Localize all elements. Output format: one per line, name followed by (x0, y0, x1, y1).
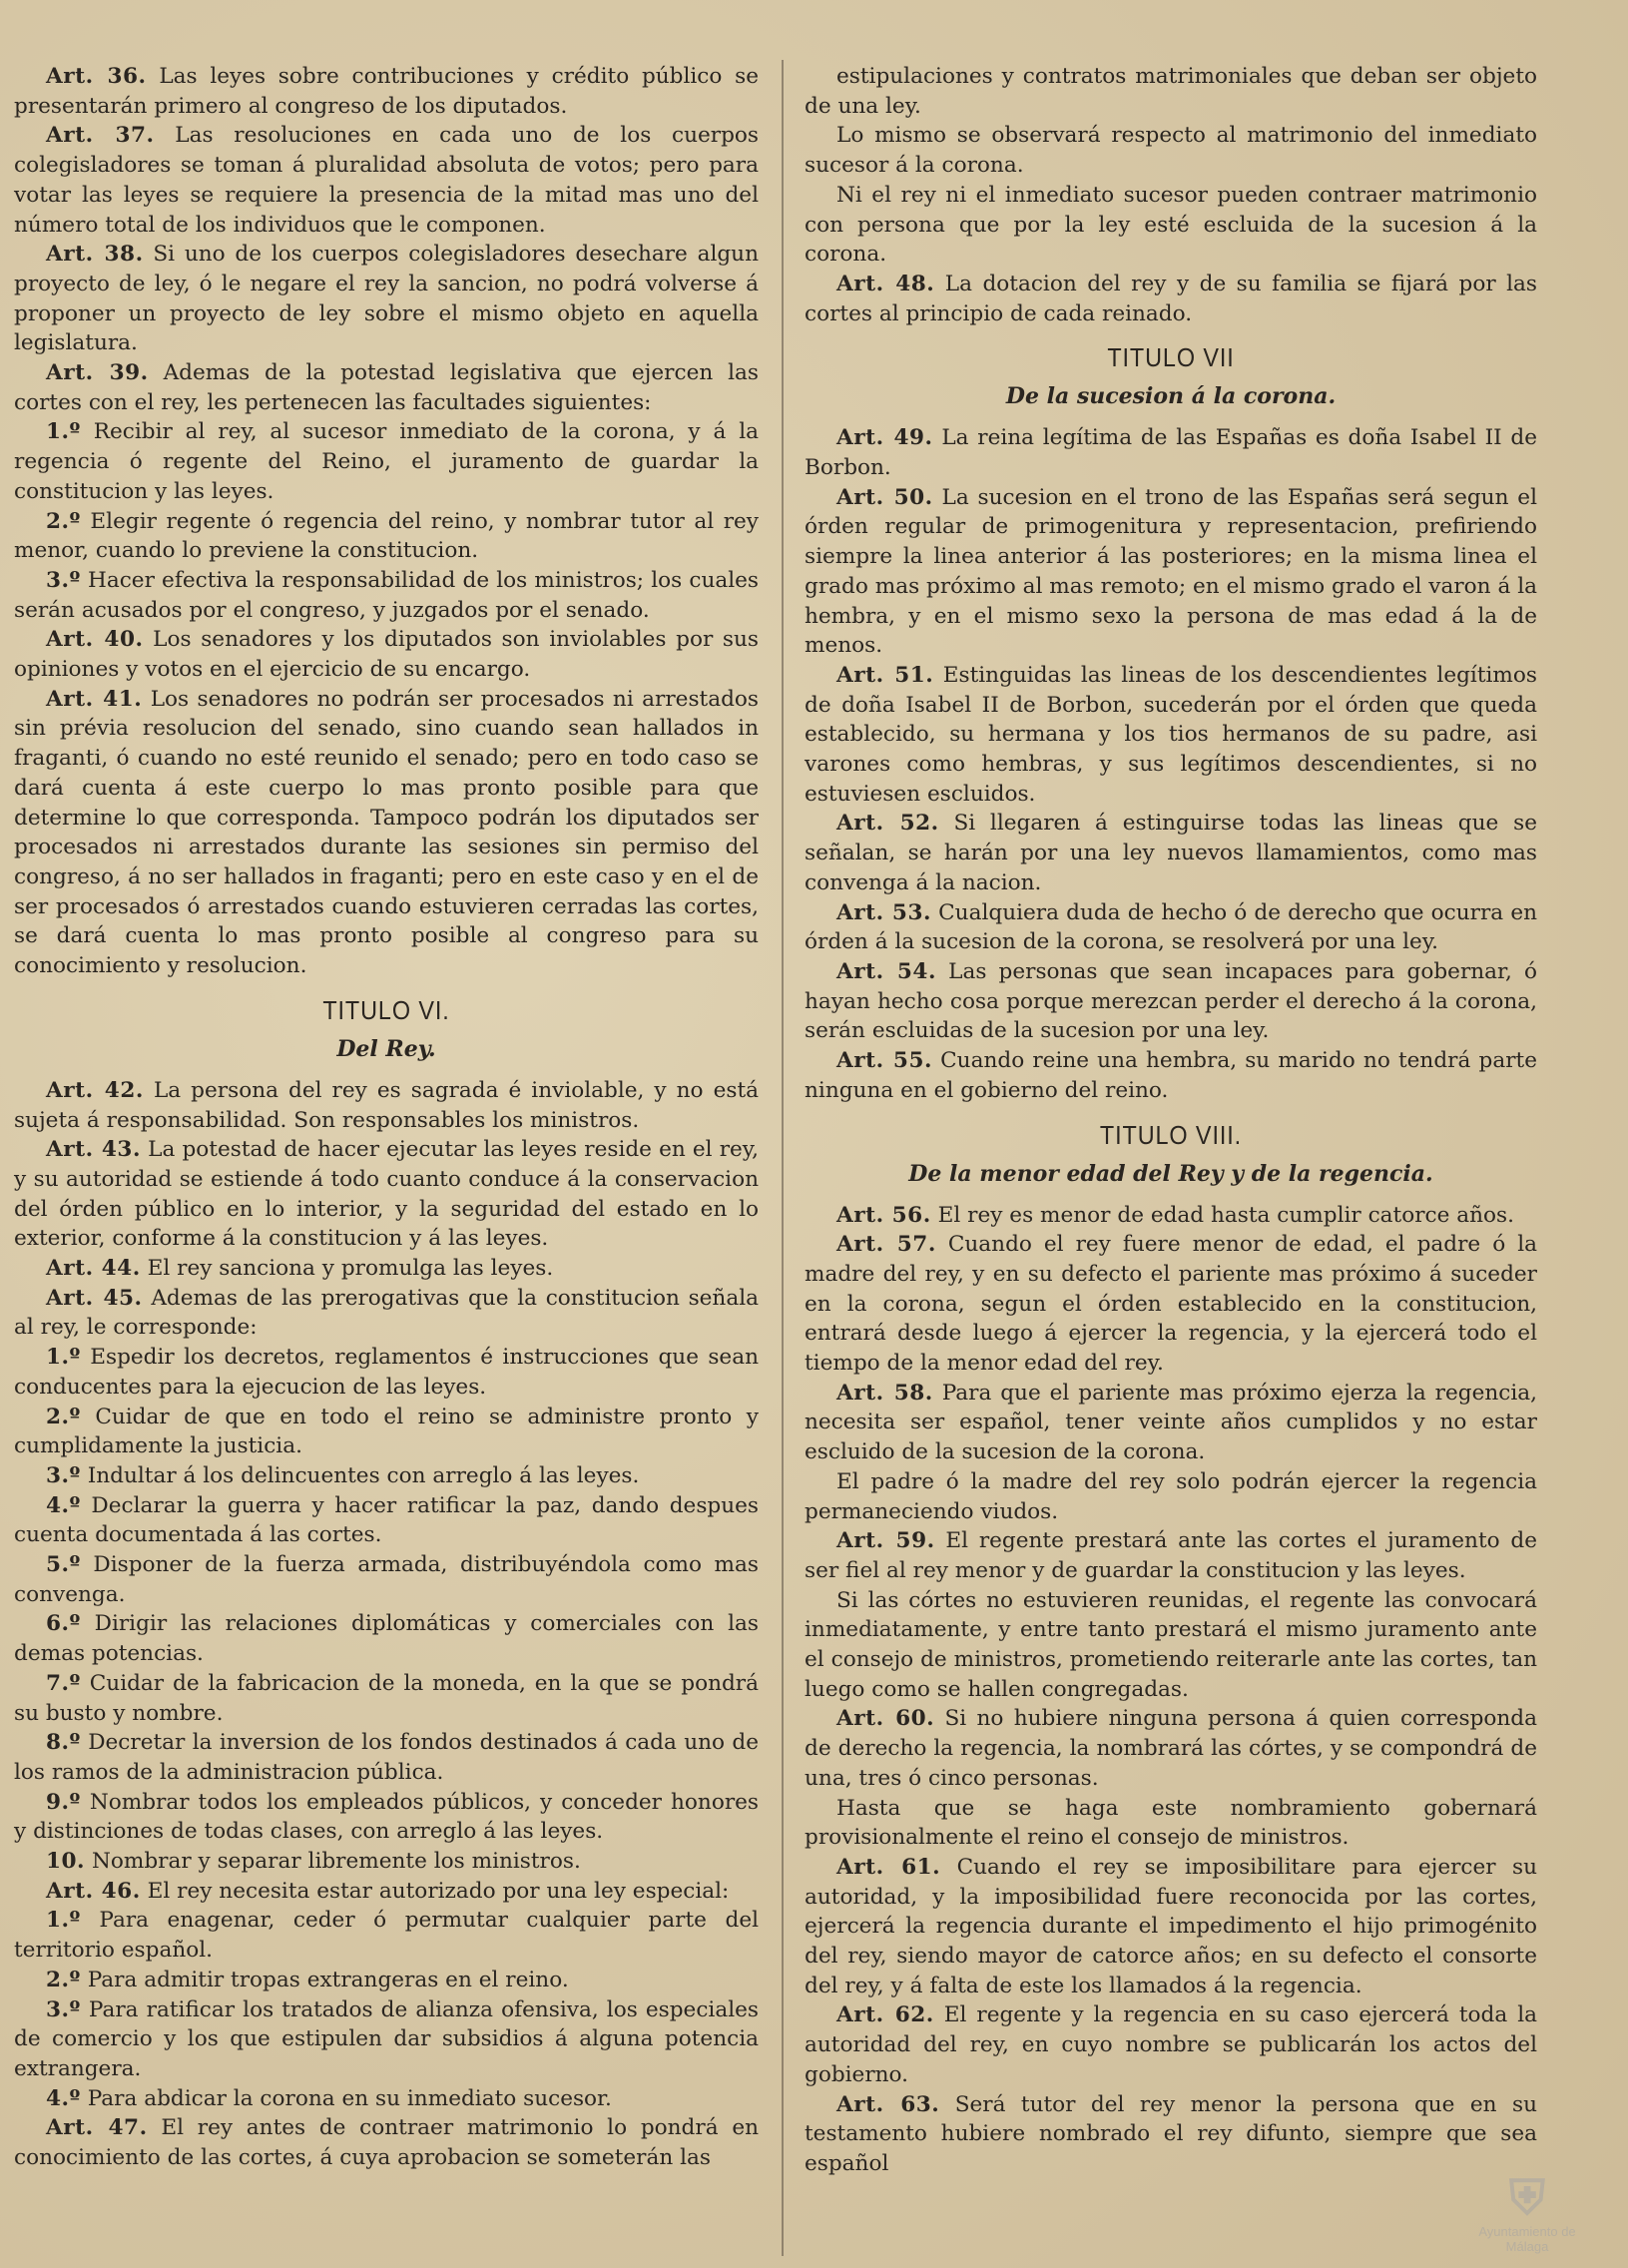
article-text: Declarar la guerra y hacer ratificar la paz, dando despues cuenta documentada á las cortes. (14, 1492, 759, 1548)
paragraph (14, 1847, 759, 1877)
article-number: 3.º (46, 1462, 81, 1488)
article-number: Art. 50. (836, 484, 933, 510)
article-text: Las leyes sobre contribuciones y crédito público se presentarán primero al congreso de los diputados. (14, 64, 759, 119)
article-number: Art. 39. (46, 360, 149, 386)
article-text: Ademas de la potestad legislativa que ejercen las cortes con el rey, les pertenecen las facultades siguientes: (14, 360, 759, 415)
article-text: La dotacion del rey y de su familia se fijará por las cortes al principio de cada reinado. (805, 271, 1537, 326)
article-number: Art. 43. (46, 1137, 141, 1163)
article-text: El padre ó la madre del rey solo podrán ejercer la regencia permaneciendo viudos. (805, 1468, 1537, 1524)
titulo-viii-heading: TITULO VIII. (1099, 1119, 1243, 1150)
article-number: 7.º (46, 1670, 81, 1696)
article-text: Si las córtes no estuvieren reunidas, el regente las convocará inmediatamente, y entre tanto prestará el mismo juramento ante el consejo de ministros, prometiendo reiterarle ante las cortes, tan luego como se hallen congregadas. (805, 1587, 1537, 1702)
article-text: Cuando el rey se imposibilitare para ejercer su autoridad, y la imposibilidad fuere reconocida por las cortes, ejercerá la regencia durante el impedimento el hijo primogénito del rey, siendo mayor de catorce años; en su defecto el consorte del rey, y á falta de este los llamados á la regencia. (805, 1854, 1537, 1998)
article-number: Art. 59. (836, 1528, 935, 1554)
article-text: Elegir regente ó regencia del reino, y nombrar tutor al rey menor, cuando lo previene la constitucion. (14, 508, 759, 564)
article-number: Art. 37. (46, 123, 155, 149)
article-number: 3.º (46, 1996, 81, 2022)
article-number: Art. 38. (46, 242, 144, 268)
paragraph (805, 181, 1537, 270)
paragraph (14, 507, 759, 566)
paragraph (805, 1794, 1537, 1853)
article-text: Nombrar todos los empleados públicos, y conceder honores y distinciones de todas clases, con arreglo á las leyes. (14, 1789, 759, 1845)
article-text: El rey es menor de edad hasta cumplir catorce años. (937, 1202, 1515, 1228)
paragraph (14, 1403, 759, 1461)
article-number: 2.º (46, 1967, 81, 1992)
article-text: Cuando el rey fuere menor de edad, el padre ó la madre del rey, y en su defecto el pariente mas próximo á suceder en la corona, segun el órden establecido en la constitucion, entrará desde luego á ejercer la regencia, y la ejercerá todo el tiempo de la menor edad del rey. (805, 1232, 1537, 1377)
paragraph (805, 1046, 1537, 1105)
paragraph (805, 1201, 1537, 1231)
article-number: 2.º (46, 508, 81, 534)
article-number: Art. 40. (46, 627, 144, 653)
paragraph (805, 2000, 1537, 2089)
article-text: Para ratificar los tratados de alianza ofensiva, los especiales de comercio y los que estipulen dar subsidios á alguna potencia extrangera. (14, 1996, 759, 2081)
paragraph (805, 661, 1537, 810)
paragraph (14, 358, 759, 417)
article-text: La sucesion en el trono de las Españas será segun el órden regular de primogenitura y representacion, prefiriendo siempre la linea anterior á las posteriores; en la misma linea el grado mas próximo al mas remoto; en el mismo grado el varon á la hembra, y en el mismo sexo la persona de mas edad á la de menos. (805, 484, 1537, 659)
paragraph (805, 423, 1537, 482)
paragraph (805, 121, 1537, 180)
article-text: La potestad de hacer ejecutar las leyes reside en el rey, y su autoridad se estiende á todo cuanto conduce á la conservacion del órden público en lo interior, y la seguridad del estado en lo exterior, conforme á la constitucion y á las leyes. (14, 1137, 760, 1252)
left-column (14, 62, 759, 2173)
article-text: Para abdicar la corona en su inmediato sucesor. (87, 2085, 612, 2111)
paragraph (14, 417, 759, 506)
article-text: Cuidar de que en todo el reino se administre pronto y cumplidamente la justicia. (14, 1404, 759, 1459)
article-text: La reina legítima de las Españas es doña Isabel II de Borbon. (805, 425, 1537, 481)
paragraph (805, 1586, 1537, 1705)
article-number: Art. 58. (836, 1380, 933, 1406)
watermark-seal-icon: ⛨ (1508, 2172, 1545, 2225)
article-text: Si uno de los cuerpos colegisladores desechare algun proyecto de ley, ó le negare el rey la sancion, no podrá volverse á proponer un proyecto de ley sobre el mismo objeto en aquella legislatura. (14, 242, 759, 356)
paragraph (805, 483, 1537, 661)
paragraph (805, 957, 1537, 1046)
titulo-vii-heading: TITULO VII (1107, 342, 1235, 373)
article-text: Cuidar de la fabricacion de la moneda, en la que se pondrá su busto y nombre. (14, 1670, 759, 1726)
paragraph (14, 1609, 759, 1668)
paragraph (14, 1669, 759, 1728)
article-text: Ni el rey ni el inmediato sucesor pueden contraer matrimonio con persona que por la ley esté escluida de la sucesion á la corona. (805, 182, 1537, 268)
article-text: Si no hubiere ninguna persona á quien corresponda de derecho la regencia, la nombrará las córtes, y se compondrá de una, tres ó cinco personas. (805, 1706, 1537, 1791)
paragraph (14, 2113, 759, 2172)
paragraph (14, 1550, 759, 1609)
article-number: Art. 45. (46, 1285, 143, 1311)
right-column (805, 62, 1537, 2179)
article-number: 2.º (46, 1404, 81, 1429)
article-text: Nombrar y separar libremente los ministros. (91, 1849, 581, 1875)
paragraph (805, 1853, 1537, 2001)
article-number: 9.º (46, 1789, 81, 1815)
article-text: Estinguidas las lineas de los descendientes legítimos de doña Isabel II de Borbon, sucederán por el órden que queda establecido, su hermana y los tios hermanos de su padre, asi varones como hembras, y sus legítimos descendientes, si no estuviesen escluidos. (805, 662, 1537, 807)
articles-36-41 (14, 62, 759, 981)
paragraph (14, 1966, 759, 1995)
articles-42-47 (14, 1076, 759, 2173)
article-number: Art. 61. (836, 1854, 941, 1880)
article-text: Para que el pariente mas próximo ejerza la regencia, necesita ser español, tener veinte años cumplidos y no estar escluido de la sucesion de la corona. (805, 1380, 1537, 1465)
article-text: Para enagenar, ceder ó permutar cualquier parte del territorio español. (14, 1908, 759, 1964)
article-text: Para admitir tropas extrangeras en el reino. (87, 1967, 569, 1992)
article-text: El rey antes de contraer matrimonio lo pondrá en conocimiento de las cortes, á cuya aprobacion se someterán las (14, 2115, 760, 2171)
paragraph (14, 1461, 759, 1491)
article-number: Art. 36. (46, 64, 147, 89)
article-text: Cualquiera duda de hecho ó de derecho que ocurra en órden á la sucesion de la corona, se resolverá por una ley. (805, 899, 1538, 955)
paragraph (14, 121, 759, 240)
article-number: Art. 57. (836, 1232, 936, 1258)
column-divider (782, 60, 784, 2256)
article-text: Cuando reine una hembra, su marido no tendrá parte ninguna en el gobierno del reino. (805, 1048, 1537, 1103)
article-number: 8.º (46, 1730, 81, 1756)
article-text: La persona del rey es sagrada é inviolable, y no está sujeta á responsabilidad. Son responsables los ministros. (14, 1077, 759, 1133)
article-number: 1.º (46, 1345, 81, 1371)
article-text: Recibir al rey, al sucesor inmediato de la corona, y á la regencia ó regente del Reino, el juramento de guardar la constitucion y las leyes. (14, 419, 759, 504)
paragraph (805, 1379, 1537, 1467)
paragraph (805, 1230, 1537, 1379)
paragraph (14, 685, 759, 981)
article-number: Art. 52. (836, 811, 939, 837)
paragraph (14, 1135, 759, 1254)
articles-49-55 (805, 423, 1537, 1105)
paragraph (805, 1704, 1537, 1793)
paragraph (805, 270, 1537, 328)
article-text: Hacer efectiva la responsabilidad de los ministros; los cuales serán acusados por el congreso, y juzgados por el senado. (14, 567, 759, 623)
article-number: Art. 44. (46, 1256, 141, 1282)
article-number: Art. 53. (836, 899, 931, 925)
article-number: Art. 62. (836, 2002, 934, 2028)
paragraph (14, 1995, 759, 2084)
article-text: Si llegaren á estinguirse todas las lineas que se señalan, se harán por una ley nuevos llamamientos, como mas convenga á la nacion. (805, 811, 1537, 895)
paragraph (14, 62, 759, 121)
paragraph (14, 1254, 759, 1284)
articles-47-48 (805, 62, 1537, 328)
article-number: Art. 46. (46, 1878, 141, 1904)
article-number: 4.º (46, 1492, 81, 1518)
article-number: Art. 48. (836, 271, 935, 296)
article-text: El rey sanciona y promulga las leyes. (147, 1256, 554, 1282)
paragraph (805, 2090, 1537, 2179)
paragraph (14, 1491, 759, 1550)
titulo-vi-heading: TITULO VI. (322, 994, 450, 1025)
paragraph (14, 1343, 759, 1402)
article-text: Ademas de las prerogativas que la constitucion señala al rey, le corresponde: (14, 1285, 759, 1341)
article-number: Art. 60. (836, 1706, 935, 1732)
article-text: Espedir los decretos, reglamentos é instrucciones que sean conducentes para la ejecucion de las leyes. (14, 1345, 759, 1400)
article-number: 1.º (46, 419, 81, 445)
article-text: Decretar la inversion de los fondos destinados á cada uno de los ramos de la administracion pública. (14, 1730, 759, 1785)
article-number: 1.º (46, 1908, 81, 1934)
article-text: Indultar á los delincuentes con arreglo á las leyes. (87, 1462, 640, 1488)
paragraph (805, 1467, 1537, 1526)
article-text: Los senadores no podrán ser procesados ni arrestados sin prévia resolucion del senado, sino cuando sean hallados in fraganti, ó cuando no esté reunido el senado; pero en todo caso se dará cuenta á este cuerpo lo mas pronto posible para que determine lo que corresponda. Tampoco podrán los diputados ser procesados ni arrestados durante las sesiones sin permiso del congreso, á no ser hallados in fraganti; pero en este caso y en el de ser procesados ó arrestados cuando estuvieren cerradas las cortes, se dará cuenta lo mas pronto posible al congreso para su conocimiento y resolucion. (14, 686, 759, 979)
article-text: El rey necesita estar autorizado por una ley especial: (147, 1878, 730, 1904)
paragraph (14, 566, 759, 625)
paragraph (14, 625, 759, 684)
paragraph (14, 2084, 759, 2114)
article-text: Las personas que sean incapaces para gobernar, ó hayan hecho cosa porque merezcan perder el derecho á la corona, serán escluidas de la sucesion por una ley. (805, 958, 1537, 1044)
library-watermark (1457, 2172, 1597, 2254)
article-number: Art. 41. (46, 686, 143, 712)
article-number: 4.º (46, 2085, 81, 2111)
paragraph (805, 809, 1537, 897)
article-number: Art. 47. (46, 2115, 148, 2141)
article-text: Será tutor del rey menor la persona que en su testamento hubiere nombrado el rey difunto, siempre que sea español (805, 2091, 1537, 2176)
article-text: Lo mismo se observará respecto al matrimonio del inmediato sucesor á la corona. (805, 123, 1537, 179)
article-number: 5.º (46, 1552, 81, 1578)
article-text: estipulaciones y contratos matrimoniales que deban ser objeto de una ley. (805, 64, 1537, 119)
article-number: 10. (46, 1849, 86, 1875)
paragraph (14, 1076, 759, 1135)
article-text: Dirigir las relaciones diplomáticas y comerciales con las demas potencias. (14, 1611, 759, 1667)
article-text: Los senadores y los diputados son inviolables por sus opiniones y votos en el ejercicio de su encargo. (14, 627, 759, 683)
article-number: Art. 56. (836, 1202, 931, 1228)
article-number: Art. 63. (836, 2091, 940, 2117)
titulo-vi-subtitle: Del Rey. (336, 1035, 436, 1062)
article-number: 3.º (46, 567, 81, 593)
watermark-text: Ayuntamiento de Málaga (1478, 2224, 1576, 2254)
article-text: Disponer de la fuerza armada, distribuyéndola como mas convenga. (14, 1552, 759, 1607)
article-number: Art. 51. (836, 662, 934, 688)
article-text: El regente prestará ante las cortes el juramento de ser fiel al rey menor y de guardar la constitucion y las leyes. (805, 1528, 1537, 1583)
article-number: Art. 55. (836, 1048, 932, 1074)
paragraph (14, 1788, 759, 1847)
paragraph (805, 62, 1537, 121)
paragraph (14, 1877, 759, 1907)
article-number: Art. 49. (836, 425, 933, 451)
paragraph (805, 1526, 1537, 1585)
articles-56-63 (805, 1201, 1537, 2179)
paragraph (14, 1728, 759, 1787)
article-number: Art. 54. (836, 958, 936, 984)
paragraph (805, 898, 1537, 957)
paragraph (14, 1284, 759, 1343)
article-text: Hasta que se haga este nombramiento gobernará provisionalmente el reino el consejo de ministros. (805, 1795, 1537, 1851)
titulo-vii-subtitle: De la sucesion á la corona. (1005, 383, 1337, 410)
titulo-viii-subtitle: De la menor edad del Rey y de la regencia. (908, 1160, 1433, 1187)
article-number: Art. 42. (46, 1077, 144, 1103)
article-text: Las resoluciones en cada uno de los cuerpos colegisladores se toman á pluralidad absoluta de votos; pero para votar las leyes se requiere la presencia de la mitad mas uno del número total de los individuos que le componen. (14, 123, 759, 238)
paragraph (14, 240, 759, 358)
article-number: 6.º (46, 1611, 81, 1637)
article-text: El regente y la regencia en su caso ejercerá toda la autoridad del rey, en cuyo nombre se publicarán los actos del gobierno. (805, 2002, 1537, 2087)
paragraph (14, 1906, 759, 1965)
